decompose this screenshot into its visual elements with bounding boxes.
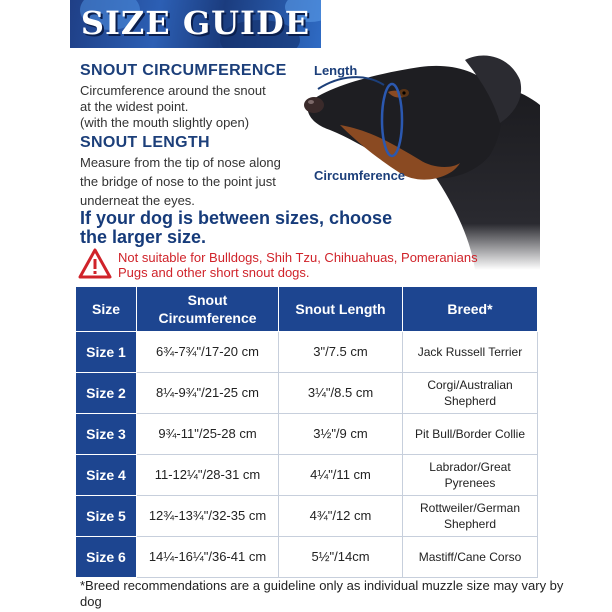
breed-cell: Jack Russell Terrier [403,332,538,373]
table-row [76,332,538,373]
length-cell: 3½"/9 cm [279,414,403,455]
size-cell: Size 5 [76,496,137,537]
table-row [76,414,538,455]
footnote: *Breed recommendations are a guideline only as individual muzzle size may vary by dog [80,578,564,609]
table-row [76,373,538,414]
length-cell: 4¾"/12 cm [279,496,403,537]
warning-triangle-icon [78,248,112,280]
circumference-cell: 14¼-16¼"/36-41 cm [137,537,279,578]
size-cell: Size 1 [76,332,137,373]
sizing-advice-line-2: the larger size. [80,227,207,247]
length-text-2: the bridge of nose to the point just [80,174,276,189]
table-row [76,496,538,537]
circumference-text-3: (with the mouth slightly open) [80,115,250,130]
size-table [75,286,538,578]
breed-cell: Mastiff/Cane Corso [403,537,538,578]
warning-line-1: Not suitable for Bulldogs, Shih Tzu, Chihuahuas, Pomeranians [118,250,478,265]
table-row [76,455,538,496]
warning-note [118,250,518,280]
size-cell: Size 6 [76,537,137,578]
size-cell: Size 3 [76,414,137,455]
warning-line-2: Pugs and other short snout dogs. [118,265,310,280]
circumference-text-1: Circumference around the snout [80,83,266,98]
length-heading: SNOUT LENGTH [80,134,210,151]
page-title: SIZE GUIDE [80,4,311,42]
circumference-cell: 11-12¼"/28-31 cm [137,455,279,496]
length-label: Length [314,63,358,78]
column-header-size: Size [76,287,137,332]
table-header-row [76,287,538,332]
size-cell: Size 4 [76,455,137,496]
breed-cell: Labrador/Great Pyrenees [403,455,538,496]
length-text-3: underneat the eyes. [80,193,195,208]
breed-cell: Pit Bull/Border Collie [403,414,538,455]
circumference-cell: 9¾-11"/25-28 cm [137,414,279,455]
circumference-text-2: at the widest point. [80,99,189,114]
circumference-cell: 8¼-9¾"/21-25 cm [137,373,279,414]
circumference-heading: SNOUT CIRCUMFERENCE [80,62,287,79]
size-guide-banner [70,0,321,48]
column-header-length: Snout Length [279,287,403,332]
length-cell: 3¼"/8.5 cm [279,373,403,414]
size-cell: Size 2 [76,373,137,414]
circumference-label: Circumference [314,168,406,183]
length-text-1: Measure from the tip of nose along [80,155,281,170]
column-header-breed: Breed* [403,287,538,332]
length-cell: 4¼"/11 cm [279,455,403,496]
sizing-advice [80,209,420,247]
breed-cell: Corgi/Australian Shepherd [403,373,538,414]
sizing-advice-line-1: If your dog is between sizes, choose [80,208,393,228]
table-row [76,537,538,578]
circumference-cell: 12¾-13¾"/32-35 cm [137,496,279,537]
circumference-cell: 6¾-7¾"/17-20 cm [137,332,279,373]
column-header-circumference: Snout Circumference [137,287,279,332]
length-cell: 5½"/14cm [279,537,403,578]
length-cell: 3"/7.5 cm [279,332,403,373]
breed-cell: Rottweiler/German Shepherd [403,496,538,537]
